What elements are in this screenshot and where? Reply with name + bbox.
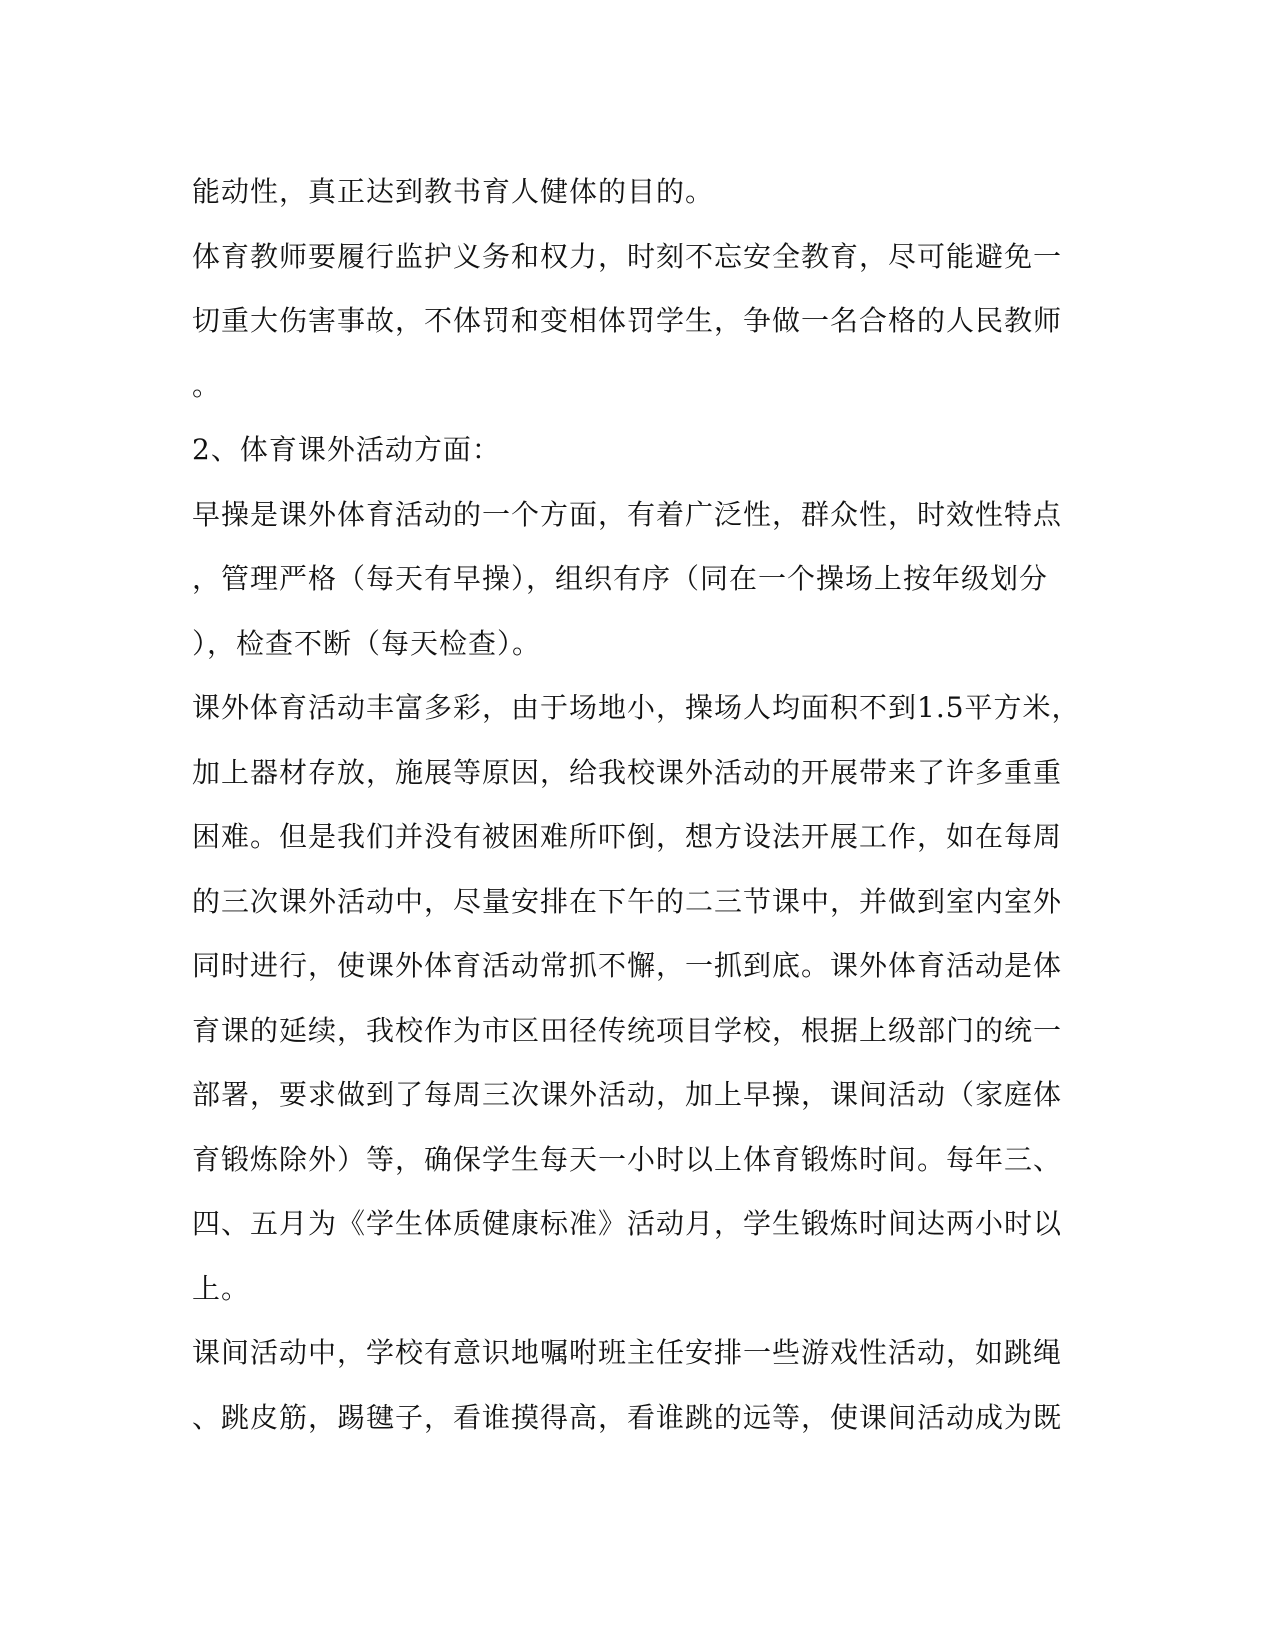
text-line: 加上器材存放，施展等原因，给我校课外活动的开展带来了许多重重 [192,755,1063,789]
text-line: 部署，要求做到了每周三次课外活动，加上早操，课间活动（家庭体 [192,1078,1063,1111]
text-line: 育课的延续，我校作为市区田径传统项目学校，根据上级部门的统一 [192,1013,1063,1047]
body-text [192,160,1082,1450]
text-line: 。 [192,368,222,402]
text-line: 课间活动中，学校有意识地嘱咐班主任安排一些游戏性活动，如跳绳 [192,1336,1063,1369]
text-line: 四、五月为《学生体质健康标准》活动月，学生锻炼时间达两小时以 [192,1207,1063,1240]
text-line: 同时进行，使课外体育活动常抓不懈，一抓到底。课外体育活动是体 [192,949,1063,982]
text-line: 体育教师要履行监护义务和权力，时刻不忘安全教育，尽可能避免一 [192,239,1063,273]
section-heading: 2、体育课外活动方面： [192,433,501,466]
text-line: 育锻炼除外）等，确保学生每天一小时以上体育锻炼时间。每年三、 [192,1142,1063,1176]
text-line: 上。 [192,1271,251,1305]
text-line: ，管理严格（每天有早操），组织有序（同在一个操场上按年级划分 [192,562,1049,595]
text-line: 能动性，真正达到教书育人健体的目的。 [192,175,715,208]
text-line: 课外体育活动丰富多彩，由于场地小，操场人均面积不到1.5平方米， [192,691,1081,724]
text-line: 早操是课外体育活动的一个方面，有着广泛性，群众性，时效性特点 [192,497,1063,531]
text-line: 的三次课外活动中，尽量安排在下午的二三节课中，并做到室内室外 [192,884,1063,918]
text-line: 、跳皮筋，踢毽子，看谁摸得高，看谁跳的远等，使课间活动成为既 [192,1400,1063,1434]
text-line: 切重大伤害事故，不体罚和变相体罚学生，争做一名合格的人民教师 [192,304,1063,337]
text-line: ），检查不断（每天检查）。 [192,626,542,660]
text-line: 困难。但是我们并没有被困难所吓倒，想方设法开展工作，如在每周 [192,820,1063,853]
